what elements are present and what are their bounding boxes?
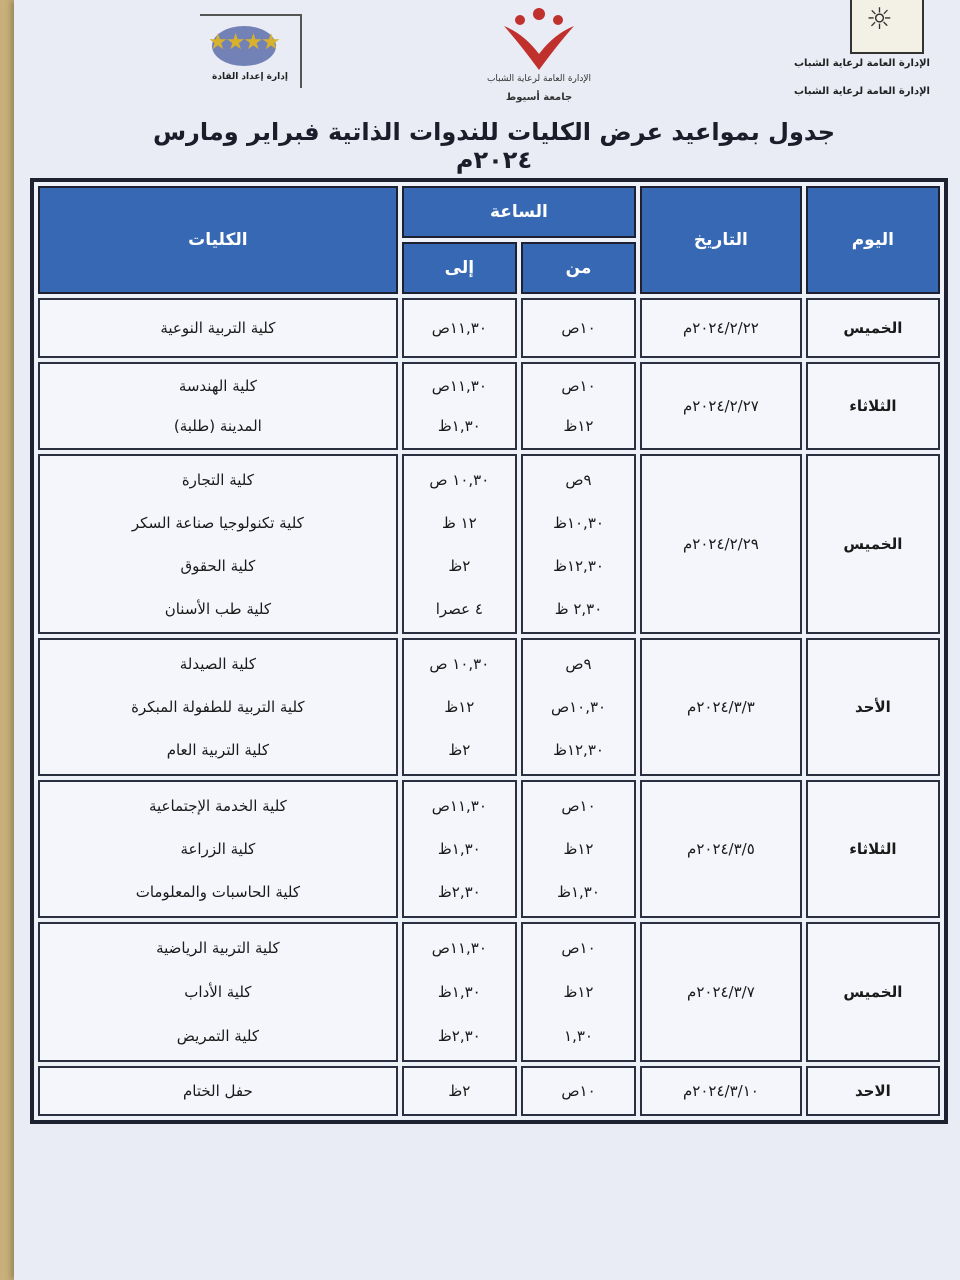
page-title: جدول بمواعيد عرض الكليات للندوات الذاتية فبراير ومارس ٢٠٢٤م [114,118,874,181]
from-time: ١٢,٣٠ظ [553,556,604,575]
to-time: ١,٣٠ظ [437,983,481,1001]
header-time: الساعة [402,186,636,238]
mid-logo-caption-2: جامعة أسيوط [505,92,573,103]
assiut-university-logo [850,0,924,54]
to-time: ١١,٣٠ص [431,939,487,957]
faculty-name: كلية طب الأسنان [164,599,272,618]
faculty-name: المدينة (طلبة) [173,417,262,435]
to-cell [402,922,517,1062]
to-cell [402,780,517,918]
date-cell: ٢٠٢٤/٣/٥م [640,780,802,918]
left-logo-caption: إدارة إعداد القادة [212,72,288,82]
from-time: ٩ص [565,654,592,673]
to-time: ٢,٣٠ظ [437,1027,481,1045]
from-time: ١٠ص [561,796,596,815]
from-time: ١٠,٣٠ظ [553,513,604,532]
from-time: ١٠,٣٠ص [550,697,607,716]
from-cell [521,454,636,634]
table-row [38,780,940,918]
date-cell: ٢٠٢٤/٣/٣م [640,638,802,776]
day-cell: الخميس [806,298,940,358]
to-cell [402,298,517,358]
from-cell [521,298,636,358]
table-row [38,454,940,634]
to-time: ٢ظ [448,556,471,575]
faculties-cell [38,1066,398,1116]
faculty-name: كلية التربية النوعية [160,319,276,337]
faculties-cell [38,362,398,450]
to-time: ١١,٣٠ص [431,319,487,337]
sun-emblem-icon: ☼ [866,2,893,37]
table-row [38,638,940,776]
table-row [38,362,940,450]
day-cell: الثلاثاء [806,780,940,918]
faculty-name: كلية الحاسبات والمعلومات [135,883,301,902]
faculty-name: كلية الحقوق [180,556,256,575]
from-cell [521,922,636,1062]
header-day: اليوم [806,186,940,294]
youth-welfare-logo [484,4,594,114]
faculty-name: كلية الخدمة الإجتماعية [148,796,287,815]
to-cell [402,362,517,450]
from-cell [521,1066,636,1116]
from-time: ١٢ظ [563,983,594,1001]
faculties-cell [38,922,398,1062]
from-cell [521,780,636,918]
table-row [38,922,940,1062]
to-time: ٤ عصرا [435,599,483,618]
date-cell: ٢٠٢٤/٢/٢٧م [640,362,802,450]
faculty-name: كلية التمريض [176,1027,259,1045]
to-time: ٢ظ [448,741,471,760]
to-time: ١,٣٠ظ [437,839,481,858]
to-time: ١,٣٠ظ [437,417,481,435]
to-time: ٢,٣٠ظ [437,883,481,902]
schedule-body [38,298,940,1116]
logo-stars-icon: ★★★★ [208,30,279,55]
header-from: من [521,242,636,294]
day-cell: الثلاثاء [806,362,940,450]
from-time: ١٢ظ [563,417,594,435]
youth-figures-icon [484,4,594,74]
table-row [38,298,940,358]
from-time: ١٠ص [561,319,596,337]
schedule-table [30,178,948,1124]
faculties-cell [38,638,398,776]
date-cell: ٢٠٢٤/٢/٢٢م [640,298,802,358]
faculty-name: كلية الهندسة [178,377,257,395]
faculties-cell [38,780,398,918]
to-time: ٢ظ [448,1082,471,1100]
day-cell: الخميس [806,454,940,634]
faculty-name: كلية الأداب [184,983,252,1001]
faculty-name: كلية التجارة [181,470,254,489]
to-time: ١١,٣٠ص [431,796,487,815]
faculty-name: كلية التربية الرياضية [156,939,280,957]
header-faculties: الكليات [38,186,398,294]
from-time: ١٠ص [561,939,596,957]
faculty-name: حفل الختام [182,1082,253,1100]
date-cell: ٢٠٢٤/٣/١٠م [640,1066,802,1116]
day-cell: الاحد [806,1066,940,1116]
from-cell [521,362,636,450]
faculty-name: كلية الصيدلة [179,654,256,673]
table-row [38,1066,940,1116]
day-cell: الخميس [806,922,940,1062]
faculty-name: كلية الزراعة [180,839,256,858]
date-cell: ٢٠٢٤/٣/٧م [640,922,802,1062]
to-time: ١٢ ظ [441,513,477,532]
to-time: ١٠,٣٠ ص [429,654,490,673]
from-time: ٢,٣٠ ظ [554,599,603,618]
org-line-1: الإدارة العامة لرعاية الشباب [793,58,930,69]
leaders-prep-logo [200,14,302,88]
date-cell: ٢٠٢٤/٢/٢٩م [640,454,802,634]
faculty-name: كلية التربية للطفولة المبكرة [131,697,305,716]
to-time: ١٠,٣٠ ص [429,470,490,489]
from-time: ١٢ظ [563,839,594,858]
to-cell [402,454,517,634]
from-cell [521,638,636,776]
from-time: ١٢,٣٠ظ [553,741,604,760]
org-line-2: الإدارة العامة لرعاية الشباب [793,86,930,97]
from-time: ٩ص [565,470,592,489]
to-cell [402,638,517,776]
faculties-cell [38,454,398,634]
day-cell: الأحد [806,638,940,776]
faculty-name: كلية التربية العام [166,741,270,760]
header-date: التاريخ [640,186,802,294]
from-time: ١٠ص [561,377,596,395]
from-time: ١,٣٠ظ [557,883,600,902]
faculties-cell [38,298,398,358]
from-time: ١,٣٠ [564,1027,593,1045]
header-to: إلى [402,242,517,294]
to-time: ١٢ظ [444,697,475,716]
from-time: ١٠ص [561,1082,596,1100]
faculty-name: كلية تكنولوجيا صناعة السكر [131,513,304,532]
to-time: ١١,٣٠ص [431,377,487,395]
mid-logo-caption-1: الإدارة العامة لرعاية الشباب [486,74,592,84]
to-cell [402,1066,517,1116]
